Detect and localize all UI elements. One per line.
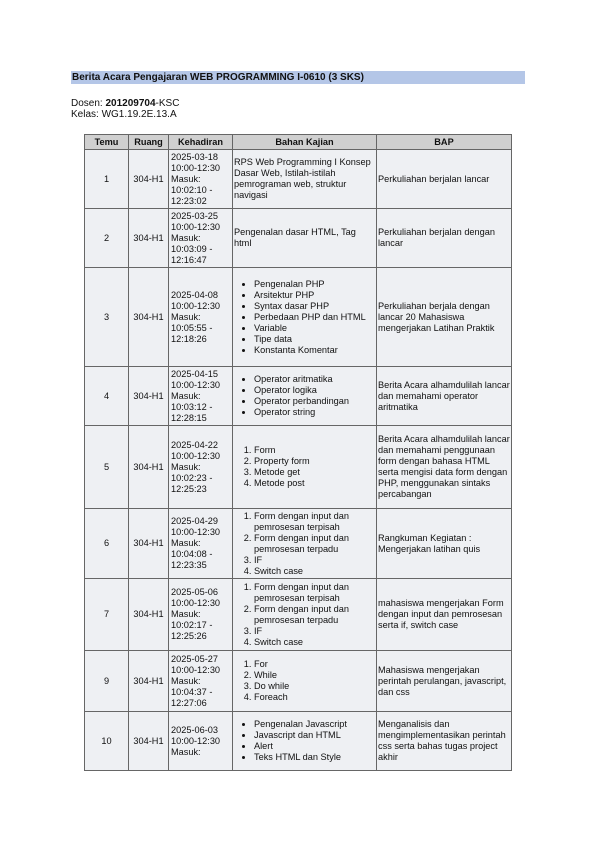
kehadiran-tanggal: 2025-05-27: [171, 653, 218, 664]
dosen-suffix: -KSC: [155, 98, 180, 109]
bahan-item: • Perbedaan PHP dan HTML: [254, 312, 375, 323]
kehadiran-jam: 10:00-12:30: [171, 527, 221, 537]
cell-temu: 6: [85, 509, 129, 579]
bahan-list: [234, 445, 375, 489]
bahan-item: 1. Form dengan input dan pemrosesan terpisah: [254, 511, 375, 533]
bahan-item: 2. While: [254, 670, 375, 681]
cell-bap: Berita Acara alhamdulilah lancar dan memahami operator aritmatika: [377, 367, 512, 426]
kehadiran-masuk: 10:05:55 -: [171, 322, 213, 333]
cell-kehadiran: [169, 579, 233, 651]
cell-kehadiran: [169, 367, 233, 426]
kehadiran-keluar: 12:23:02: [171, 195, 207, 206]
bahan-item: 3. Do while: [254, 681, 375, 692]
bahan-list: [234, 374, 375, 418]
kehadiran-masuk: 10:02:17 -: [171, 620, 213, 630]
bahan-item: 3. IF: [254, 555, 375, 566]
kehadiran-jam: 10:00-12:30: [171, 379, 221, 390]
bahan-text: Pengenalan dasar HTML, Tag html: [234, 227, 356, 248]
cell-bahan-kajian: [233, 426, 377, 509]
kehadiran-masuk: 10:04:37 -: [171, 686, 213, 697]
cell-bahan-kajian: [233, 651, 377, 712]
bahan-item: 1. Form: [254, 445, 375, 456]
table-row: [85, 651, 512, 712]
kehadiran-keluar: 12:27:06: [171, 697, 207, 708]
cell-kehadiran: [169, 268, 233, 367]
kehadiran-masuk-label: Masuk:: [171, 232, 201, 243]
kehadiran-masuk-label: Masuk:: [171, 675, 201, 686]
kehadiran-tanggal: 2025-05-06: [171, 587, 218, 597]
kehadiran-tanggal: 2025-04-22: [171, 439, 218, 450]
bahan-item: 4. Switch case: [254, 637, 375, 648]
bahan-item: 2. Form dengan input dan pemrosesan terpadu: [254, 604, 375, 626]
cell-bap: Rangkuman Kegiatan : Mengerjakan latihan quis: [377, 509, 512, 579]
cell-temu: 3: [85, 268, 129, 367]
header-kehadiran: Kehadiran: [169, 135, 233, 150]
cell-bahan-kajian: [233, 150, 377, 209]
bahan-item: • Syntax dasar PHP: [254, 301, 375, 312]
bahan-item: 4. Foreach: [254, 692, 375, 703]
header-temu: Temu: [85, 135, 129, 150]
cell-temu: 9: [85, 651, 129, 712]
cell-kehadiran: [169, 509, 233, 579]
cell-kehadiran: [169, 426, 233, 509]
table-row: [85, 579, 512, 651]
cell-ruang: 304-H1: [129, 150, 169, 209]
bahan-item: • Alert: [254, 741, 375, 752]
table-row: [85, 268, 512, 367]
kehadiran-masuk-label: Masuk:: [171, 311, 201, 322]
bahan-item: 3. IF: [254, 626, 375, 637]
bahan-item: 4. Switch case: [254, 566, 375, 577]
table-row: [85, 367, 512, 426]
kehadiran-jam: 10:00-12:30: [171, 162, 221, 173]
kehadiran-tanggal: 2025-04-08: [171, 289, 218, 300]
cell-bap: Berita Acara alhamdulilah lancar dan memahami penggunaan form dengan bahasa HTML serta mengisi data form dengan PHP, menggunakan sintaks percabangan: [377, 426, 512, 509]
kehadiran-jam: 10:00-12:30: [171, 221, 221, 232]
bahan-item: • Tipe data: [254, 334, 375, 345]
bahan-item: 4. Metode post: [254, 478, 375, 489]
cell-ruang: 304-H1: [129, 579, 169, 651]
cell-temu: 10: [85, 712, 129, 771]
dosen-id: 201209704: [105, 98, 156, 109]
bahan-item: • Pengenalan Javascript: [254, 719, 375, 730]
kehadiran-masuk-label: Masuk:: [171, 390, 201, 401]
table-row: [85, 712, 512, 771]
dosen-label: Dosen:: [71, 98, 106, 109]
bahan-list: [234, 582, 375, 648]
cell-ruang: 304-H1: [129, 651, 169, 712]
cell-temu: 7: [85, 579, 129, 651]
cell-bahan-kajian: [233, 579, 377, 651]
cell-bahan-kajian: [233, 209, 377, 268]
cell-bahan-kajian: [233, 509, 377, 579]
bahan-item: • Operator string: [254, 407, 375, 418]
cell-bap: Perkuliahan berjalan dengan lancar: [377, 209, 512, 268]
cell-kehadiran: [169, 209, 233, 268]
bahan-item: • Operator logika: [254, 385, 375, 396]
cell-ruang: 304-H1: [129, 712, 169, 771]
bahan-item: • Variable: [254, 323, 375, 334]
kehadiran-keluar: 12:18:26: [171, 333, 207, 344]
kehadiran-jam: 10:00-12:30: [171, 450, 221, 461]
cell-kehadiran: [169, 651, 233, 712]
cell-bap: mahasiswa mengerjakan Form dengan input dan pemrosesan serta if, switch case: [377, 579, 512, 651]
cell-ruang: 304-H1: [129, 426, 169, 509]
table-header-row: [85, 135, 512, 150]
header-bap: BAP: [377, 135, 512, 150]
kehadiran-jam: 10:00-12:30: [171, 735, 221, 746]
kehadiran-jam: 10:00-12:30: [171, 300, 221, 311]
bahan-text: RPS Web Programming I Konsep Dasar Web, Istilah-istilah pemrograman web, struktur navigasi: [234, 157, 371, 200]
bahan-list: [234, 511, 375, 577]
cell-bap: Menganalisis dan mengimplementasikan perintah css serta bahas tugas project akhir: [377, 712, 512, 771]
cell-ruang: 304-H1: [129, 209, 169, 268]
bahan-item: 2. Property form: [254, 456, 375, 467]
cell-bap: Perkuliahan berjalan lancar: [377, 150, 512, 209]
bahan-item: 3. Metode get: [254, 467, 375, 478]
kehadiran-keluar: 12:23:35: [171, 560, 207, 570]
kehadiran-tanggal: 2025-03-18: [171, 151, 218, 162]
kelas-line: Kelas: WG1.19.2E.13.A: [71, 109, 177, 120]
bahan-item: • Pengenalan PHP: [254, 279, 375, 290]
table-row: [85, 426, 512, 509]
bahan-item: • Javascript dan HTML: [254, 730, 375, 741]
table-row: [85, 209, 512, 268]
cell-kehadiran: [169, 712, 233, 771]
bahan-item: • Konstanta Komentar: [254, 345, 375, 356]
bahan-list: [234, 719, 375, 763]
bahan-list: [234, 659, 375, 703]
cell-ruang: 304-H1: [129, 509, 169, 579]
table-row: [85, 509, 512, 579]
bahan-item: • Operator aritmatika: [254, 374, 375, 385]
cell-kehadiran: [169, 150, 233, 209]
kehadiran-masuk-label: Masuk:: [171, 609, 201, 619]
cell-bap: Perkuliahan berjala dengan lancar 20 Mahasiswa mengerjakan Latihan Praktik: [377, 268, 512, 367]
kehadiran-keluar: 12:25:23: [171, 483, 207, 494]
cell-ruang: 304-H1: [129, 268, 169, 367]
kehadiran-keluar: 12:25:26: [171, 631, 207, 641]
kehadiran-tanggal: 2025-03-25: [171, 210, 218, 221]
bahan-list: [234, 279, 375, 356]
kehadiran-tanggal: 2025-04-15: [171, 368, 218, 379]
dosen-line: [71, 98, 179, 109]
cell-ruang: 304-H1: [129, 367, 169, 426]
table-body: [85, 150, 512, 771]
kehadiran-keluar: 12:28:15: [171, 412, 207, 423]
kehadiran-masuk: 10:03:09 -: [171, 243, 213, 254]
kehadiran-tanggal: 2025-06-03: [171, 724, 218, 735]
kehadiran-masuk-label: Masuk:: [171, 173, 201, 184]
kehadiran-masuk-label: Masuk:: [171, 746, 201, 757]
cell-bahan-kajian: [233, 367, 377, 426]
kehadiran-masuk: 10:02:10 -: [171, 184, 213, 195]
bahan-item: 2. Form dengan input dan pemrosesan terpadu: [254, 533, 375, 555]
kehadiran-masuk: 10:02:23 -: [171, 472, 213, 483]
cell-temu: 1: [85, 150, 129, 209]
kehadiran-masuk: 10:04:08 -: [171, 549, 213, 559]
kehadiran-masuk-label: Masuk:: [171, 461, 201, 472]
document-title: Berita Acara Pengajaran WEB PROGRAMMING I-0610 (3 SKS): [71, 71, 525, 84]
header-ruang: Ruang: [129, 135, 169, 150]
bahan-item: • Arsitektur PHP: [254, 290, 375, 301]
bahan-item: • Teks HTML dan Style: [254, 752, 375, 763]
kehadiran-keluar: 12:16:47: [171, 254, 207, 265]
attendance-table: [84, 134, 512, 771]
cell-temu: 4: [85, 367, 129, 426]
bahan-item: 1. For: [254, 659, 375, 670]
kehadiran-masuk: 10:03:12 -: [171, 401, 213, 412]
cell-temu: 5: [85, 426, 129, 509]
kehadiran-tanggal: 2025-04-29: [171, 516, 218, 526]
cell-bahan-kajian: [233, 268, 377, 367]
cell-bahan-kajian: [233, 712, 377, 771]
bahan-item: 1. Form dengan input dan pemrosesan terpisah: [254, 582, 375, 604]
cell-temu: 2: [85, 209, 129, 268]
cell-bap: Mahasiswa mengerjakan perintah perulangan, javascript, dan css: [377, 651, 512, 712]
bahan-item: • Operator perbandingan: [254, 396, 375, 407]
header-bahan-kajian: Bahan Kajian: [233, 135, 377, 150]
kehadiran-jam: 10:00-12:30: [171, 598, 221, 608]
table-row: [85, 150, 512, 209]
kehadiran-masuk-label: Masuk:: [171, 538, 201, 548]
kehadiran-jam: 10:00-12:30: [171, 664, 221, 675]
